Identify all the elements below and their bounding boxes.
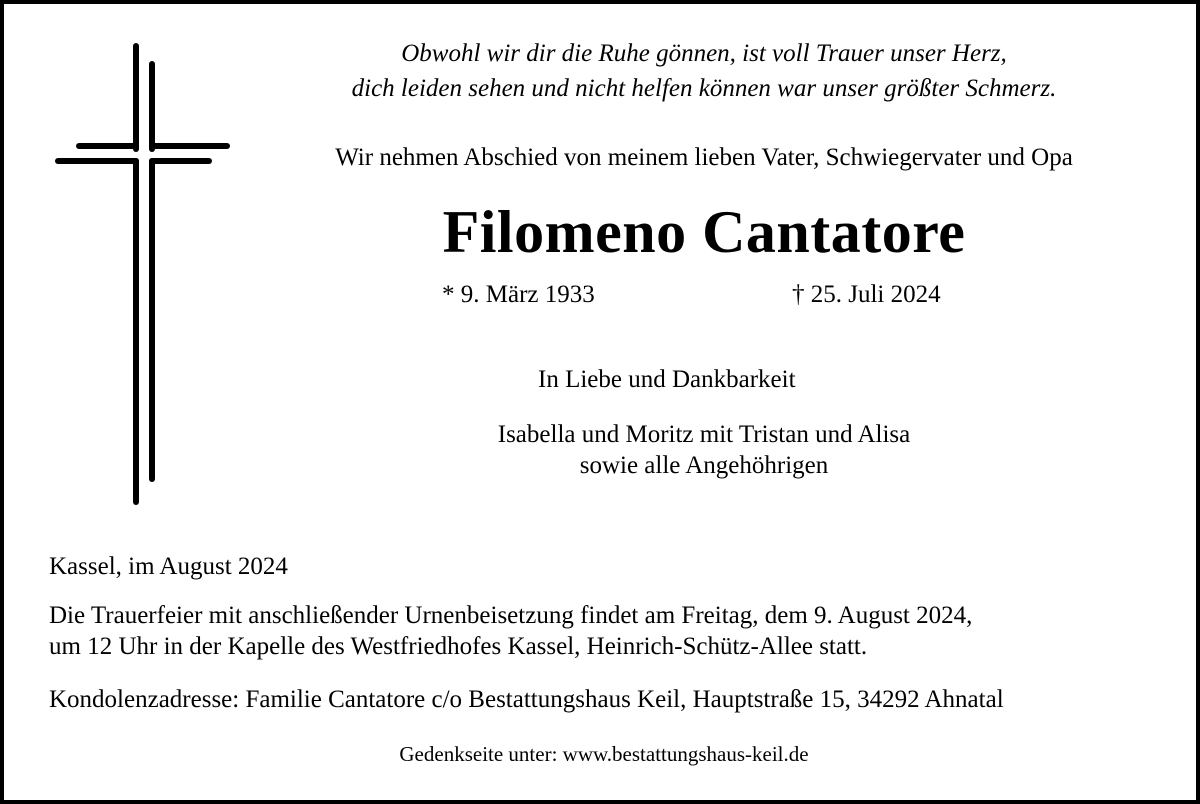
family-signature — [404, 419, 1004, 481]
death-date: † 25. Juli 2024 — [792, 281, 941, 308]
farewell-intro: Wir nehmen Abschied von meinem lieben Vater, Schwiegervater und Opa — [335, 144, 1073, 171]
ceremony-info — [49, 600, 972, 662]
family-line-2: sowie alle Angehöhrigen — [579, 452, 829, 479]
memorial-page-link[interactable]: Gedenkseite unter: www.bestattungshaus-keil.de — [399, 742, 809, 766]
cross-icon — [44, 34, 244, 514]
closing-phrase: In Liebe und Dankbarkeit — [538, 366, 796, 393]
family-line-1: Isabella und Moritz mit Tristan und Alisa — [497, 421, 911, 448]
poem — [264, 36, 1144, 106]
deceased-name: Filomeno Cantatore — [442, 199, 966, 265]
place-date: Kassel, im August 2024 — [49, 553, 288, 580]
poem-line-1: Obwohl wir dir die Ruhe gönnen, ist voll Trauer unser Herz, — [401, 40, 1007, 67]
ceremony-line-1: Die Trauerfeier mit anschließender Urnenbeisetzung findet am Freitag, dem 9. August 2024, — [49, 602, 973, 629]
ceremony-line-2: um 12 Uhr in der Kapelle des Westfriedhofes Kassel, Heinrich-Schütz-Allee statt. — [49, 633, 868, 660]
condolence-address: Kondolenzadresse: Familie Cantatore c/o Bestattungshaus Keil, Hauptstraße 15, 34292 Ahnatal — [49, 686, 1004, 713]
poem-line-2: dich leiden sehen und nicht helfen können war unser größter Schmerz. — [351, 75, 1057, 102]
birth-date: * 9. März 1933 — [442, 281, 595, 308]
